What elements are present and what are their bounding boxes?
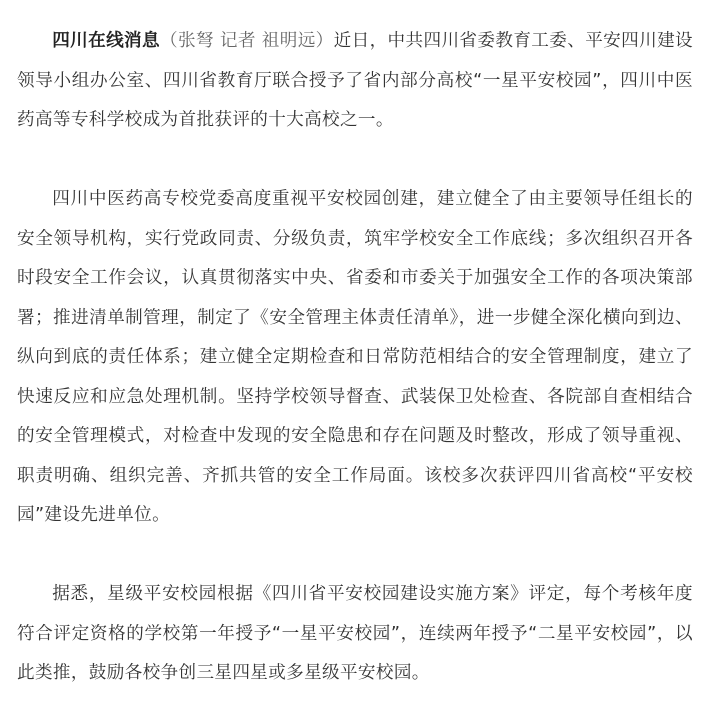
article-body xyxy=(17,22,693,694)
paragraph-measures: 四川中医药高专校党委高度重视平安校园创建，建立健全了由主要领导任组长的安全领导机构，实行党政同责、分级负责，筑牢学校安全工作底线；多次组织召开各时段安全工作会议，认真贯彻落实中央、省委和市委关于加强安全工作的各项决策部署；推进清单制管理，制定了《安全管理主体责任清单》，进一步健全深化横向到边、纵向到底的责任体系；建立健全定期检查和日常防范相结合的安全管理制度，建立了快速反应和应急处理机制。坚持学校领导督查、武装保卫处检查、各院部自查相结合的安全管理模式，对检查中发现的安全隐患和存在问题及时整改，形成了领导重视、职责明确、组织完善、齐抓共管的安全工作局面。该校多次获评四川省高校“平安校园”建设先进单位。 xyxy=(17,189,693,525)
news-source-label: 四川在线消息 xyxy=(52,31,160,51)
paragraph-lead xyxy=(17,22,693,141)
paragraph-rating-rules: 据悉，星级平安校园根据《四川省平安校园建设实施方案》评定，每个考核年度符合评定资格的学校第一年授予“一星平安校园”，连续两年授予“二星平安校园”，以此类推，鼓励各校争创三星四星或多星级平安校园。 xyxy=(17,584,693,683)
byline: （张弩 记者 祖明远） xyxy=(160,31,334,51)
paragraph-lead-text: 近日，中共四川省委教育工委、平安四川建设领导小组办公室、四川省教育厅联合授予了省内部分高校“一星平安校园”，四川中医药高等专科学校成为首批获评的十大高校之一。 xyxy=(17,31,693,130)
